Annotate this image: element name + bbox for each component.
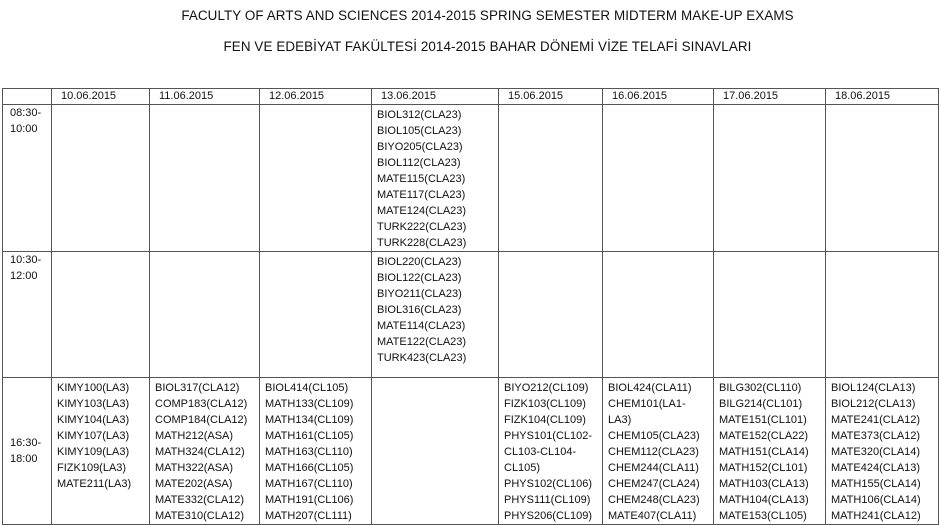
exam-cell bbox=[372, 252, 499, 378]
date-header: 12.06.2015 bbox=[260, 89, 372, 105]
exam-entry: MATE211(LA3) bbox=[57, 478, 132, 490]
exam-entry: BIOL220(CLA23) bbox=[377, 256, 462, 268]
page-title: FACULTY OF ARTS AND SCIENCES 2014-2015 SPRING SEMESTER MIDTERM MAKE-UP EXAMS bbox=[181, 8, 794, 23]
exam-entry: PHYS206(CL109) bbox=[504, 510, 593, 522]
exam-entry: MATH324(CLA12) bbox=[155, 446, 245, 458]
exam-entry: TURK228(CLA23) bbox=[377, 237, 467, 249]
exam-entry: MATE151(CL101) bbox=[719, 414, 807, 426]
date-header: 17.06.2015 bbox=[714, 89, 826, 105]
time-end: 18:00 bbox=[10, 453, 38, 465]
date-header: 18.06.2015 bbox=[826, 89, 939, 105]
exam-cell bbox=[603, 105, 714, 252]
date-header: 15.06.2015 bbox=[499, 89, 603, 105]
exam-schedule-table bbox=[2, 88, 939, 525]
time-start: 08:30- bbox=[10, 107, 42, 119]
exam-entry: CHEM248(CLA23) bbox=[608, 494, 700, 506]
exam-entry: LA3) bbox=[608, 414, 632, 426]
exam-entry: FIZK103(CL109) bbox=[504, 398, 586, 410]
exam-entry: MATH212(ASA) bbox=[155, 430, 234, 442]
page-subtitle: FEN VE EDEBİYAT FAKÜLTESİ 2014-2015 BAHAR DÖNEMİ VİZE TELAFİ SINAVLARI bbox=[223, 39, 752, 54]
exam-entry: CHEM247(CLA24) bbox=[608, 478, 700, 490]
exam-entry: BIOL112(CLA23) bbox=[377, 157, 461, 169]
exam-entry: MATE153(CL105) bbox=[719, 510, 807, 522]
exam-entry: MATH166(CL105) bbox=[265, 462, 354, 474]
exam-cell bbox=[826, 105, 939, 252]
exam-entry: MATE114(CLA23) bbox=[377, 320, 466, 332]
exam-cell bbox=[714, 252, 826, 378]
exam-entry: MATE373(CLA12) bbox=[831, 430, 921, 442]
exam-entry: COMP184(CLA12) bbox=[155, 414, 248, 426]
exam-entry: CL105) bbox=[504, 462, 541, 474]
exam-cell bbox=[603, 378, 714, 525]
exam-entry: MATE332(CLA12) bbox=[155, 494, 245, 506]
exam-entry: MATE124(CLA23) bbox=[377, 205, 467, 217]
exam-entry: TURK222(CLA23) bbox=[377, 221, 467, 233]
exam-entry: CHEM105(CLA23) bbox=[608, 430, 700, 442]
exam-cell bbox=[499, 105, 603, 252]
exam-entry: MATE117(CLA23) bbox=[377, 189, 466, 201]
exam-entry: KIMY103(LA3) bbox=[57, 398, 130, 410]
exam-entry: KIMY109(LA3) bbox=[57, 446, 130, 458]
exam-entry: BIOL316(CLA23) bbox=[377, 304, 462, 316]
time-start: 10:30- bbox=[10, 254, 42, 266]
exam-entry: MATH155(CLA14) bbox=[831, 478, 921, 490]
exam-entry: MATE115(CLA23) bbox=[377, 173, 466, 185]
corner-cell bbox=[3, 89, 52, 105]
time-start: 16:30- bbox=[10, 437, 42, 449]
exam-cell bbox=[150, 252, 260, 378]
time-cell bbox=[3, 105, 52, 252]
exam-entry: MATH191(CL106) bbox=[265, 494, 354, 506]
exam-entry: PHYS102(CL106) bbox=[504, 478, 593, 490]
exam-cell bbox=[52, 378, 150, 525]
exam-cell bbox=[260, 252, 372, 378]
exam-cell bbox=[52, 252, 150, 378]
exam-cell bbox=[260, 378, 372, 525]
exam-entry: BILG302(CL110) bbox=[719, 382, 802, 394]
exam-entry: BIOL424(CLA11) bbox=[608, 382, 692, 394]
exam-cell bbox=[52, 105, 150, 252]
exam-entry: MATE202(ASA) bbox=[155, 478, 233, 490]
exam-entry: KIMY107(LA3) bbox=[57, 430, 130, 442]
exam-cell bbox=[372, 105, 499, 252]
exam-entry: FIZK109(LA3) bbox=[57, 462, 127, 474]
exam-entry: PHYS111(CL109) bbox=[504, 494, 591, 506]
exam-cell bbox=[499, 252, 603, 378]
exam-entry: MATE424(CLA13) bbox=[831, 462, 921, 474]
exam-entry: MATH134(CL109) bbox=[265, 414, 354, 426]
exam-entry: FIZK104(CL109) bbox=[504, 414, 586, 426]
time-cell bbox=[3, 378, 52, 525]
exam-entry: MATE122(CLA23) bbox=[377, 336, 467, 348]
exam-entry: BIYO212(CL109) bbox=[504, 382, 589, 394]
exam-cell bbox=[826, 252, 939, 378]
exam-cell bbox=[714, 105, 826, 252]
exam-entry: MATH151(CLA14) bbox=[719, 446, 809, 458]
time-slot-row bbox=[3, 378, 939, 525]
exam-entry: BILG214(CL101) bbox=[719, 398, 803, 410]
exam-entry: BIOL414(CL105) bbox=[265, 382, 349, 394]
exam-entry: MATE320(CLA14) bbox=[831, 446, 921, 458]
exam-entry: MATH207(CL111) bbox=[265, 510, 352, 522]
exam-entry: MATH152(CL101) bbox=[719, 462, 808, 474]
exam-entry: MATH133(CL109) bbox=[265, 398, 354, 410]
exam-entry: BIOL122(CLA23) bbox=[377, 272, 462, 284]
exam-entry: MATE310(CLA12) bbox=[155, 510, 245, 522]
time-slot-row bbox=[3, 252, 939, 378]
time-end: 12:00 bbox=[10, 270, 38, 282]
exam-cell bbox=[150, 378, 260, 525]
exam-entry: BIOL105(CLA23) bbox=[377, 125, 462, 137]
exam-entry: KIMY100(LA3) bbox=[57, 382, 130, 394]
exam-cell bbox=[372, 378, 499, 525]
time-cell bbox=[3, 252, 52, 378]
exam-cell bbox=[150, 105, 260, 252]
exam-entry: COMP183(CLA12) bbox=[155, 398, 248, 410]
exam-entry: BIYO211(CLA23) bbox=[377, 288, 462, 300]
exam-entry: BIOL212(CLA13) bbox=[831, 398, 916, 410]
exam-entry: MATH161(CL105) bbox=[265, 430, 354, 442]
exam-cell bbox=[260, 105, 372, 252]
exam-entry: BIOL124(CLA13) bbox=[831, 382, 916, 394]
exam-entry: KIMY104(LA3) bbox=[57, 414, 130, 426]
exam-entry: BIYO205(CLA23) bbox=[377, 141, 463, 153]
exam-entry: MATE241(CLA12) bbox=[831, 414, 921, 426]
exam-entry: MATH163(CL110) bbox=[265, 446, 353, 458]
time-end: 10:00 bbox=[10, 123, 38, 135]
exam-entry: PHYS101(CL102- bbox=[504, 430, 593, 442]
date-header: 10.06.2015 bbox=[52, 89, 150, 105]
exam-entry: MATH106(CLA14) bbox=[831, 494, 921, 506]
exam-entry: MATH322(ASA) bbox=[155, 462, 234, 474]
exam-cell bbox=[714, 378, 826, 525]
date-header-row bbox=[3, 89, 939, 105]
exam-entry: MATE152(CLA22) bbox=[719, 430, 809, 442]
exam-entry: CHEM101(LA1- bbox=[608, 398, 686, 410]
exam-cell bbox=[499, 378, 603, 525]
exam-entry: MATH241(CLA12) bbox=[831, 510, 921, 522]
exam-entry: CHEM244(CLA11) bbox=[608, 462, 699, 474]
exam-cell bbox=[826, 378, 939, 525]
exam-entry: MATE407(CLA11) bbox=[608, 510, 697, 522]
exam-entry: BIOL317(CLA12) bbox=[155, 382, 240, 394]
exam-entry: TURK423(CLA23) bbox=[377, 352, 467, 364]
exam-cell bbox=[603, 252, 714, 378]
date-header: 16.06.2015 bbox=[603, 89, 714, 105]
exam-entry: CHEM112(CLA23) bbox=[608, 446, 699, 458]
exam-entry: MATH167(CL110) bbox=[265, 478, 353, 490]
date-header: 11.06.2015 bbox=[150, 89, 260, 105]
time-slot-row bbox=[3, 105, 939, 252]
exam-entry: BIOL312(CLA23) bbox=[377, 109, 462, 121]
exam-entry: CL103-CL104- bbox=[504, 446, 577, 458]
exam-entry: MATH104(CLA13) bbox=[719, 494, 809, 506]
date-header: 13.06.2015 bbox=[372, 89, 499, 105]
exam-entry: MATH103(CLA13) bbox=[719, 478, 809, 490]
